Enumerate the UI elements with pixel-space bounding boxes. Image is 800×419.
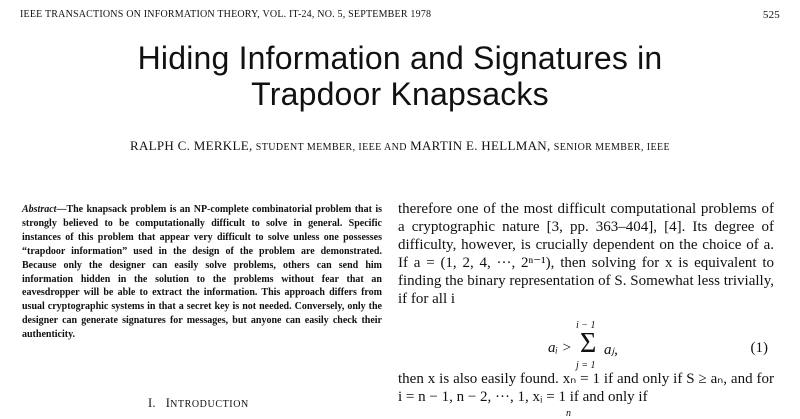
equation-1 [398,318,774,374]
section-title-initial: I [165,396,171,410]
title-line-1: Hiding Information and Signatures in [137,40,663,76]
author-2-name: MARTIN E. HELLMAN, [410,138,551,153]
author-1-affiliation: STUDENT MEMBER, IEEE AND [255,142,407,153]
equation-lower-limit: j = 1 [576,360,596,371]
equation-term: aⱼ, [604,342,618,358]
body-paragraph-1: therefore one of the most difficult computational problems of a cryptographic nature [3, pp. 363–404], [4]. Its degree of difficulty, however, is crucially dependent on the choice of a. If a = (1, 2, 4, ···, 2ⁿ⁻¹), then solving for x is equivalent to finding the binary representation of S. Somewhat less trivially, if for all i [398,201,774,307]
page-number: 525 [762,9,780,21]
author-2-affiliation: SENIOR MEMBER, IEEE [553,142,670,153]
title-line-2: Trapdoor Knapsacks [251,76,549,112]
author-1-name: RALPH C. MERKLE, [130,138,253,153]
equation-number: (1) [750,340,768,356]
cropped-subscript: n [566,408,571,419]
abstract-text: —The knapsack problem is an NP-complete combinatorial problem that is strongly believed to be computationally difficult to solve in general. Specific instances of this problem that appear very difficult to solve unless one possesses “trapdoor information” used in the design of the problem are demonstrated. Because only the designer can easily solve problems, others can send him information hidden in the solution to the problems without fear that an eavesdropper will be able to extract the information. This approach differs from usual cryptographic systems in that a secret key is not needed. Conversely, only the designer can generate signatures for messages, but anyone can easily check their authenticity. [22,204,382,341]
section-title-rest: NTRODUCTION [170,399,249,410]
section-heading [148,396,249,411]
paper-title [40,40,760,112]
section-number: I. [148,396,156,410]
abstract [22,203,382,342]
equation-upper-limit: i − 1 [576,320,596,331]
journal-citation: IEEE TRANSACTIONS ON INFORMATION THEORY, VOL. IT-24, NO. 5, SEPTEMBER 1978 [20,9,432,20]
abstract-lead: Abstract [22,204,57,215]
body-paragraph-2: then x is also easily found. xₙ = 1 if and only if S ≥ aₙ, and for i = n − 1, n − 2, ···, 1, xᵢ = 1 if and only if [398,371,774,405]
body-column-bottom [398,370,774,406]
summation-symbol: Σ [580,328,597,359]
running-header [20,9,780,25]
author-line [20,138,780,156]
body-column-top [398,200,774,308]
equation-lhs: aᵢ > [548,340,572,356]
